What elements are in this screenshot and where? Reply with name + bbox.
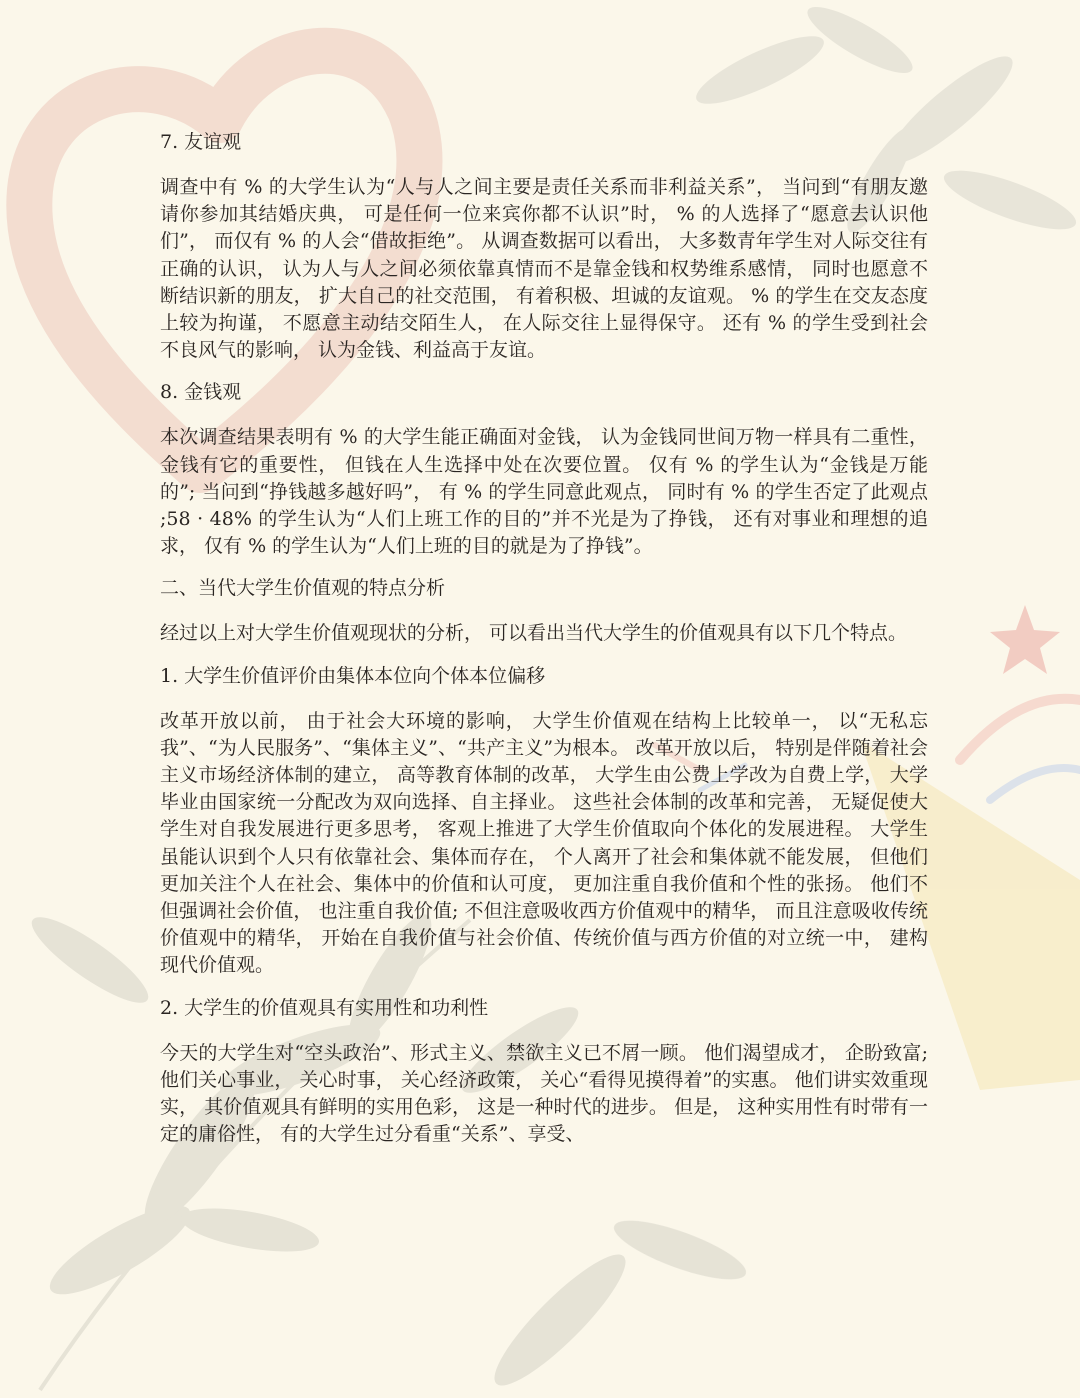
section-heading: 8. 金钱观 <box>160 381 242 404</box>
document-body <box>160 128 928 1162</box>
paragraph: 改革开放以前， 由于社会大环境的影响， 大学生价值观在结构上比较单一， 以“无私忘我”、“为人民服务”、“集体主义”、“共产主义”为根本。 改革开放以后， 特别是伴随着社会主义市场经济体制的建立， 高等教育体制的改革， 大学生由公费上学改为自费上学， 大学毕业由国家统一分配改为双向选择、自主择业。 这些社会体制的改革和完善， 无疑促使大学生对自我发展进行更多思考， 客观上推进了大学生价值取向个体化的发展进程。 大学生虽能认识到个人只有依靠社会、集体而存在， 个人离开了社会和集体就不能发展， 但他们更加关注个人在社会、集体中的价值和认可度， 更加注重自我价值和个性的张扬。 他们不但强调社会价值， 也注重自我价值; 不但注意吸收西方价值观中的精华， 而且注意吸收传统价值观中的精华， 开始在自我价值与社会价值、传统价值与西方价值的对立统一中， 建构现代价值观。 <box>160 709 928 977</box>
section-individual-shift <box>160 662 928 980</box>
section-characteristics <box>160 574 928 647</box>
section-heading: 7. 友谊观 <box>160 131 242 153</box>
section-heading: 2. 大学生的价值观具有实用性和功利性 <box>160 996 489 1019</box>
star-icon <box>990 605 1060 674</box>
paragraph: 本次调查结果表明有 % 的大学生能正确面对金钱， 认为金钱同世间万物一样具有二重性， 金钱有它的重要性， 但钱在人生选择中处在次要位置。 仅有 % 的学生认为“金钱是万能的”; 当问到“挣钱越多越好吗”， 有 % 的学生同意此观点， 同时有 % 的学生否定了此观点 ;58 · 48% 的学生认为“人们上班工作的目的”并不光是为了挣钱， 还有对事业和理想的追求， 仅有 % 的学生认为“人们上班的目的就是为了挣钱”。 <box>160 426 928 558</box>
paragraph: 经过以上对大学生价值观现状的分析， 可以看出当代大学生的价值观具有以下几个特点。 <box>160 622 908 645</box>
section-practicality <box>160 994 928 1149</box>
paragraph: 调查中有 % 的大学生认为“人与人之间主要是责任关系而非利益关系”， 当问到“有朋友邀请你参加其结婚庆典， 可是任何一位来宾你都不认识”时， % 的人选择了“愿意去认识他们”， 而仅有 % 的人会“借故拒绝”。 从调查数据可以看出， 大多数青年学生对人际交往有正确的认识， 认为人与人之间必须依靠真情而不是靠金钱和权势维系感情， 同时也愿意不断结识新的朋友， 扩大自己的社交范围， 有着积极、坦诚的友谊观。 % 的学生在交友态度上较为拘谨， 不愿意主动结交陌生人， 在人际交往上显得保守。 还有 % 的学生受到社会不良风气的影响， 认为金钱、利益高于友谊。 <box>160 176 928 362</box>
section-heading: 二、当代大学生价值观的特点分析 <box>160 577 446 600</box>
section-friendship <box>160 128 928 364</box>
section-money <box>160 378 928 560</box>
paragraph: 今天的大学生对“空头政治”、形式主义、禁欲主义已不屑一顾。 他们渴望成才， 企盼致富; 他们关心事业， 关心时事， 关心经济政策， 关心“看得见摸得着”的实惠。 他们讲实效重现实， 其价值观具有鲜明的实用色彩， 这是一种时代的进步。 但是， 这种实用性有时带有一定的庸俗性， 有的大学生过分看重“关系”、享受、 <box>160 1041 928 1146</box>
section-heading: 1. 大学生价值评价由集体本位向个体本位偏移 <box>160 664 546 687</box>
